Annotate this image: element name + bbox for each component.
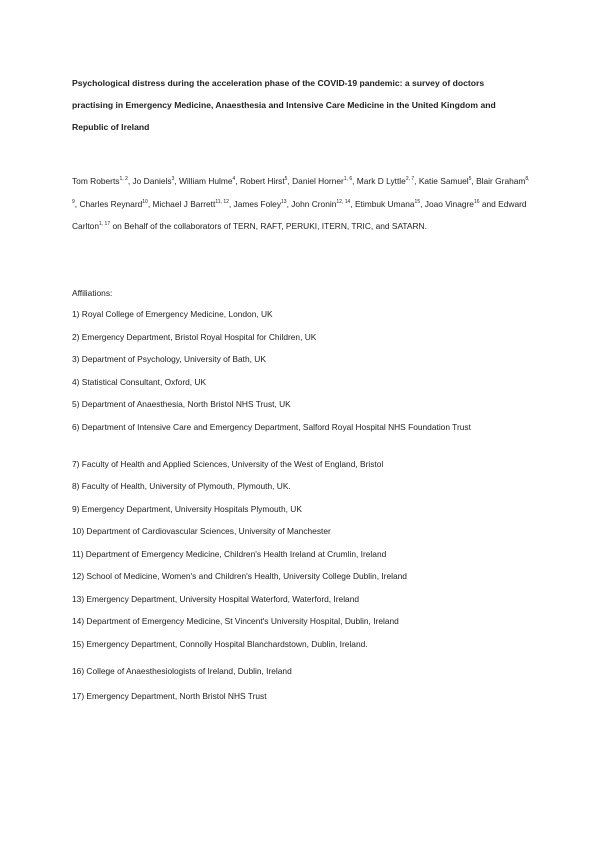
author-2	[132, 176, 179, 186]
affiliations-heading: Affiliations:	[72, 288, 113, 298]
author-affiliation-numbers: 13	[281, 198, 287, 205]
author-affiliation-numbers: 2, 7	[405, 176, 415, 182]
author-separator: ,	[287, 176, 293, 186]
author-separator: and	[479, 198, 499, 209]
author-3	[179, 176, 240, 186]
author-affiliation-numbers: 15	[414, 198, 421, 205]
author-name: John Cronin	[291, 198, 337, 209]
author-affiliation-numbers: 3	[171, 176, 175, 182]
author-separator: ,	[235, 176, 240, 186]
author-name: Tom Roberts	[72, 176, 120, 186]
author-7	[419, 176, 476, 186]
affiliation-14: 14) Department of Emergency Medicine, St Vincent's University Hospital, Dublin, Ireland	[72, 616, 399, 626]
author-5	[292, 176, 357, 186]
author-name: Mark D Lyttle	[356, 176, 406, 186]
affiliation-2: 2) Emergency Department, Bristol Royal Hospital for Children, UK	[72, 332, 317, 342]
affiliation-3: 3) Department of Psychology, University of Bath, UK	[72, 354, 266, 364]
author-name: Charles Reynard	[79, 198, 143, 209]
author-separator: ,	[352, 176, 357, 186]
author-affiliation-numbers: 5	[468, 176, 472, 182]
author-affiliation-numbers: 1, 2	[119, 176, 128, 182]
author-separator: ,	[286, 198, 292, 209]
author-affiliation-numbers: 8, 9	[72, 176, 530, 205]
author-name: Robert Hirst	[239, 176, 285, 186]
affiliation-1: 1) Royal College of Emergency Medicine, London, UK	[72, 309, 273, 319]
affiliation-7: 7) Faculty of Health and Applied Sciences, University of the West of England, Bristol	[72, 459, 384, 469]
author-name: Blair Graham	[476, 176, 526, 186]
author-separator: ,	[74, 198, 80, 209]
affiliation-11: 11) Department of Emergency Medicine, Children's Health Ireland at Crumlin, Ireland	[72, 549, 387, 559]
author-10	[153, 199, 234, 209]
author-separator: ,	[471, 176, 477, 186]
author-name: James Foley	[233, 198, 282, 209]
author-separator: ,	[350, 198, 355, 209]
author-name: Daniel Horner	[292, 176, 344, 186]
author-name: Joao Vinagre	[424, 198, 474, 209]
affiliation-9: 9) Emergency Department, University Hospitals Plymouth, UK	[72, 504, 302, 514]
author-separator: ,	[414, 176, 419, 186]
affiliation-12: 12) School of Medicine, Women's and Children's Health, University College Dublin, Ireland	[72, 571, 407, 581]
author-6	[357, 176, 419, 186]
affiliation-4: 4) Statistical Consultant, Oxford, UK	[72, 377, 207, 387]
author-list	[72, 170, 532, 238]
author-name: William Hulme	[179, 176, 233, 186]
author-4	[240, 176, 292, 186]
author-12	[291, 199, 355, 209]
author-separator: ,	[127, 176, 133, 186]
author-1	[72, 176, 132, 186]
author-14	[425, 199, 498, 209]
author-separator: ,	[147, 198, 153, 209]
affiliation-8: 8) Faculty of Health, University of Plymouth, Plymouth, UK.	[72, 481, 291, 491]
author-affiliation-numbers: 5	[284, 176, 288, 182]
author-affiliation-numbers: 11, 12	[215, 198, 229, 205]
author-separator: ,	[174, 176, 180, 186]
author-affiliation-numbers: 16	[473, 198, 480, 205]
author-name: Etimbuk Umana	[354, 198, 415, 209]
affiliation-15: 15) Emergency Department, Connolly Hospital Blanchardstown, Dublin, Ireland.	[72, 639, 368, 649]
affiliation-5: 5) Department of Anaesthesia, North Bristol NHS Trust, UK	[72, 399, 291, 409]
author-separator: ,	[420, 198, 425, 209]
affiliation-6: 6) Department of Intensive Care and Emergency Department, Salford Royal Hospital NHS Foundation Trust	[72, 422, 471, 432]
affiliation-17: 17) Emergency Department, North Bristol NHS Trust	[72, 691, 267, 701]
author-affiliation-numbers: 10	[142, 198, 148, 205]
author-name: Edward Carlton	[72, 198, 527, 231]
author-13	[355, 199, 425, 209]
author-affiliation-numbers: 1, 17	[99, 221, 111, 227]
affiliation-13: 13) Emergency Department, University Hospital Waterford, Waterford, Ireland	[72, 594, 360, 604]
author-11	[234, 199, 292, 209]
author-name: Michael J Barrett	[152, 198, 216, 209]
collaborators-statement: on Behalf of the collaborators of TERN, RAFT, PERUKI, ITERN, TRIC, and SATARN.	[112, 221, 427, 231]
author-9	[79, 199, 152, 209]
affiliation-16: 16) College of Anaesthesiologists of Ireland, Dublin, Ireland	[72, 666, 292, 676]
author-affiliation-numbers: 4	[232, 176, 236, 182]
author-name: Katie Samuel	[418, 176, 469, 186]
author-separator: ,	[228, 198, 234, 209]
author-affiliation-numbers: 1, 6	[343, 176, 353, 182]
author-name: Jo Daniels	[132, 176, 172, 186]
paper-title: Psychological distress during the acceleration phase of the COVID-19 pandemic: a survey of doctors practising in Emergency Medicine, Anaesthesia and Intensive Care Medicine in the United Kingdom and Republic of Ireland	[72, 78, 496, 132]
author-affiliation-numbers: 12, 14	[336, 198, 351, 205]
affiliation-10: 10) Department of Cardiovascular Sciences, University of Manchester	[72, 526, 331, 536]
